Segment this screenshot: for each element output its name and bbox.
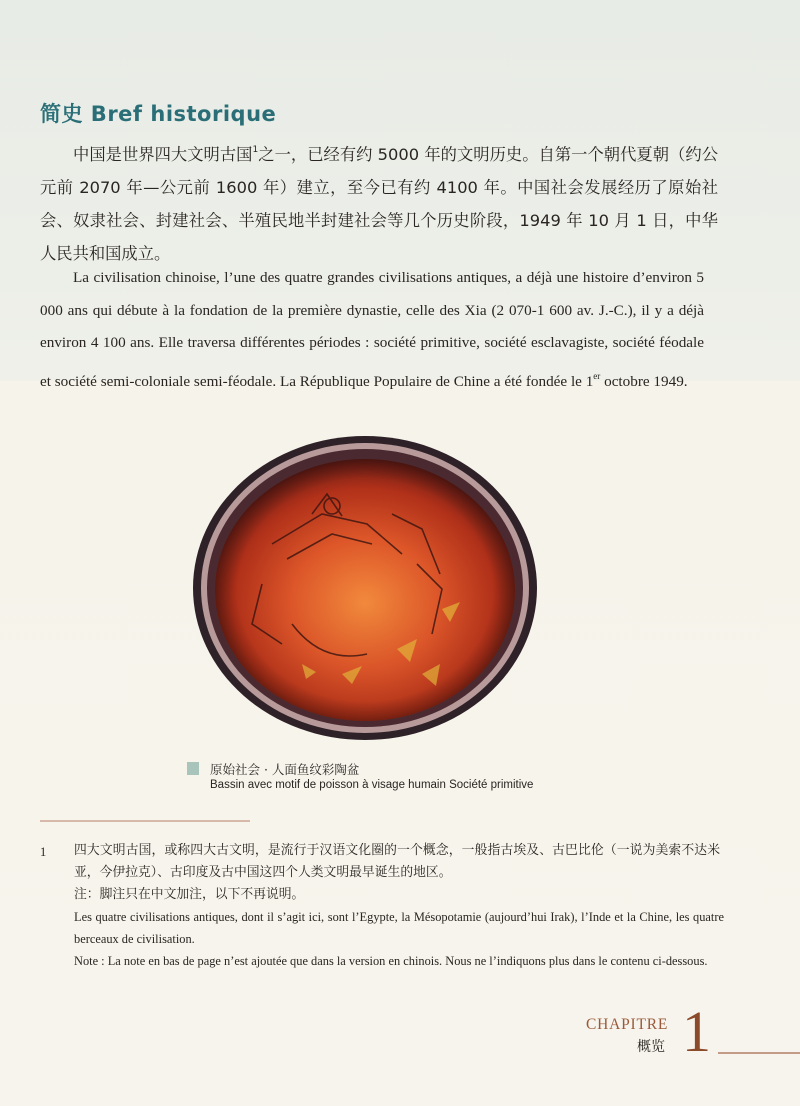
french-paragraph <box>40 262 704 398</box>
footnote-chinese-text: 四大文明古国，或称四大古文明，是流行于汉语文化圈的一个概念，一般指古埃及、古巴比伦（一说为美索不达米亚，今伊拉克）、古印度及古中国这四个人类文明最早诞生的地区。 <box>74 843 720 880</box>
footnote-ref[interactable]: 1 <box>252 145 259 155</box>
chapter-number: 1 <box>682 999 711 1064</box>
caption-marker <box>187 762 199 775</box>
chapter-label: CHAPITRE <box>586 1016 669 1033</box>
caption-french: Bassin avec motif de poisson à visage humain Société primitive <box>210 779 534 791</box>
section-heading: 简史 Bref historique <box>40 102 277 126</box>
chapter-rule <box>718 1052 800 1054</box>
fr-sup: er <box>593 370 601 381</box>
fr-text-1: La civilisation chinoise, l’une des quatre grandes civilisations antiques, a déjà une histoire d’environ 5 000 ans qui débute à la fondation de la première dynastie, celle des Xia (2 070-1 600 av. J.-C.), il y a déjà environ 4 100 ans. Elle traversa différentes périodes : société primitive, société esclavagiste, société féodale et société semi-coloniale semi-féodale. La République Populaire de Chine a été fondée le 1 <box>40 269 704 390</box>
footnote-number: 1 <box>40 845 47 859</box>
bowl-illustration <box>192 434 538 744</box>
caption-chinese: 原始社会 · 人面鱼纹彩陶盆 <box>210 762 360 777</box>
footnote-chinese-note: 注：脚注只在中文加注，以下不再说明。 <box>74 887 305 902</box>
footnote-french-text: Les quatre civilisations antiques, dont il s’agit ici, sont l’Egypte, la Mésopotamie (aujourd’hui Irak), l’Inde et la Chine, les quatre berceaux de civilisation. <box>74 910 724 946</box>
zh-text-2: 之一，已经有约 5000 年的文明历史。自第一个朝代夏朝（约公元前 2070 年—公元前 1600 年）建立，至今已有约 4100 年。中国社会发展经历了原始社会、奴隶社会、封建社会、半殖民地半封建社会等几个历史阶段，1949 年 10 月 1 日，中华人民共和国成立。 <box>40 145 718 263</box>
zh-text-1: 中国是世界四大文明古国 <box>73 145 253 164</box>
footnote-divider <box>40 820 250 822</box>
chinese-paragraph <box>40 134 718 270</box>
painted-pottery-basin-image <box>192 434 538 744</box>
fr-text-2: octobre 1949. <box>600 372 688 390</box>
footnote-french-note: Note : La note en bas de page n’est ajoutée que dans la version en chinois. Nous ne l’indiquons plus dans le contenu ci-dessous. <box>74 954 708 968</box>
chapter-title-chinese: 概览 <box>637 1039 665 1055</box>
